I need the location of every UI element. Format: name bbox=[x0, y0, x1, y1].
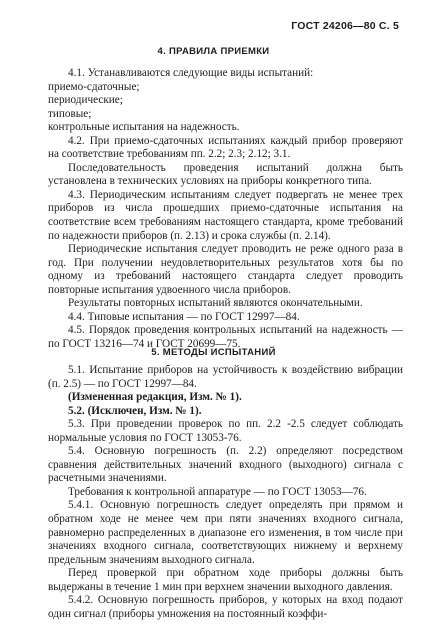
paragraph-4-1: 4.1. Устанавливаются следующие виды испытаний: bbox=[68, 67, 314, 79]
paragraph-4-5: 4.5. Порядок проведения контрольных испытаний на надежность — по ГОСТ 13216—74 и ГОСТ 20699—75. bbox=[48, 324, 403, 350]
paragraph-5-3: 5.3. При проведении проверок по пп. 2.2 -2.5 следует соблюдать нормальные условия по ГОСТ 13053-76. bbox=[48, 418, 403, 444]
paragraph-4-3c: Результаты повторных испытаний являются окончательными. bbox=[68, 297, 363, 310]
paragraph-5-4-1b: Перед проверкой при обратном ходе приборы должны быть выдержаны в течение 1 мин при верхнем значении выходного давления. bbox=[48, 567, 403, 593]
paragraph-5-2: 5.2. (Исключен, Изм. № 1). bbox=[68, 404, 202, 417]
paragraph-5-4b: Требования к контрольной аппаратуре — по ГОСТ 13053—76. bbox=[68, 485, 367, 498]
paragraph-5-4-1: 5.4.1. Основную погрешность следует определять при прямом и обратном ходе не менее чем при пяти значениях входного сигнала, равномерно распределенных в диапазоне его изменения, в том числе при значениях входного сигнала, соответствующих нижнему и верхнему предельным значениям выходного сигнала. bbox=[48, 499, 403, 566]
paragraph-4-2: 4.2. При приемо-сдаточных испытаниях каждый прибор проверяют на соответствие требованиям пп. 2.2; 2.3; 2.12; 3.1. bbox=[48, 134, 403, 161]
section-5-title: 5. МЕТОДЫ ИСПЫТАНИЙ bbox=[151, 347, 276, 358]
amendment-note: (Измененная редакция, Изм. № 1). bbox=[68, 391, 242, 404]
list-item: периодические; bbox=[48, 94, 123, 107]
page-header: ГОСТ 24206—80 С. 5 bbox=[291, 20, 399, 32]
paragraph-4-3: 4.3. Периодическим испытаниям следует подвергать не менее трех приборов из числа прошедших приемо-сдаточные испытания на соответствие всем требованиям настоящего стандарта, кроме требований по надежности приборов (п. 2.13) и срока службы (п. 2.14). bbox=[48, 188, 403, 242]
list-item: контрольные испытания на надежность. bbox=[48, 121, 240, 134]
list-item: приемо-сдаточные; bbox=[48, 80, 140, 93]
section-4-title: 4. ПРАВИЛА ПРИЕМКИ bbox=[157, 46, 270, 57]
paragraph-5-4: 5.4. Основную погрешность (п. 2.2) определяют посредством сравнения действительных значений входного (выходного) сигнала с расчетными значениями. bbox=[48, 445, 403, 485]
list-item: типовые; bbox=[48, 107, 92, 120]
section-4-body bbox=[48, 67, 403, 351]
paragraph-4-4: 4.4. Типовые испытания — по ГОСТ 12997—84. bbox=[68, 310, 300, 323]
paragraph-4-3b: Периодические испытания следует проводить не реже одного раза в год. При получении неудовлетворительных результатов хотя бы по одному из требований настоящего стандарта следует проводить повторные испытания удвоенного числа приборов. bbox=[48, 243, 403, 296]
paragraph-4-2b: Последовательность проведения испытаний должна быть установлена в технических условиях на приборы конкретного типа. bbox=[48, 161, 403, 188]
paragraph-5-4-2: 5.4.2. Основную погрешность приборов, у которых на вход подают один сигнал (приборы умножения на постоянный коэффи- bbox=[48, 594, 403, 620]
section-5-body bbox=[48, 364, 403, 621]
paragraph-5-1: 5.1. Испытание приборов на устойчивость к воздействию вибрации (п. 2.5) — по ГОСТ 12997—84. bbox=[48, 364, 403, 390]
